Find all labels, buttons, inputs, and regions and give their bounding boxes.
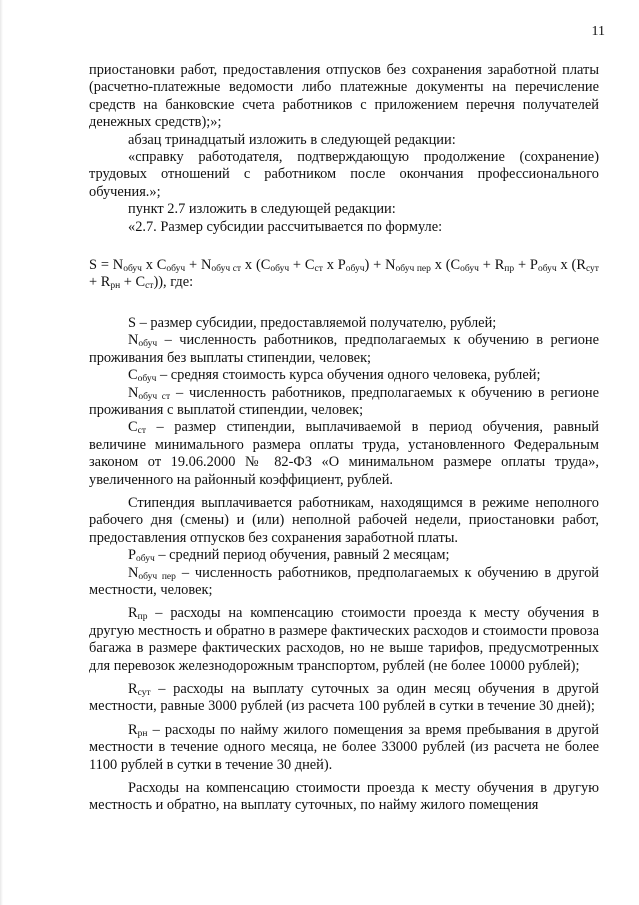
definition-c-st: $C_{ст}$ – размер стипендии, выплачиваемой в период обучения, равный величине минимального размера оплаты труда, установленного Федеральным законом от 19.06.2000 № 82-ФЗ «О минимальном размере оплаты труда», увеличенного на районный коэффициент, рублей. [89,419,599,488]
definition-c-obuch: $C_{обуч}$ – средняя стоимость курса обучения одного человека, рублей; [128,367,541,385]
definition-r-sut: $R_{сут}$ – расходы на выплату суточных за один месяц обучения в другой местности, равные 3000 рублей (из расчета 100 рублей в сутки в течение 30 дней); [89,681,599,715]
paragraph-expenses-note: Расходы на компенсацию стоимости проезда к месту обучения в другую местность и обратно, на выплату суточных, по найму жилого помещения [89,780,599,814]
document-body [89,62,599,815]
subsidy-formula: $S = N_{обуч}$ x $C_{обуч} + N_{обуч ст}$ x ($C_{обуч} + C_{ст}$ x $P_{обуч}) + N_{обуч пер}$ x ($C_{обуч} + R_{пр} + P_{обуч}$ x $(R_{сут} + R_{рн} + C_{ст})$), где: [89,257,599,292]
definition-p-obuch: $P_{обуч}$ – средний период обучения, равный 2 месяцам; [128,547,450,565]
definition-n-obuch-per: $N_{обуч пер}$ – численность работников, предполагаемых к обучению в другой местности, человек; [89,564,599,598]
scan-edge [0,0,3,905]
page-number: 11 [591,24,605,39]
definition-n-obuch: $N_{обуч}$ – численность работников, предполагаемых к обучению в регионе проживания без выплаты стипендии, человек; [89,332,599,366]
paragraph-amendment-13: абзац тринадцатый изложить в следующей редакции: [128,131,456,148]
paragraph-employer-certificate: «справку работодателя, подтверждающую продолжение (сохранение) трудовых отношений с работником после окончания профессионального обучения.»; [89,149,599,200]
paragraph-stipend-note: Стипендия выплачивается работникам, находящимся в режиме неполного рабочего дня (смены) и (или) неполной рабочей недели, приостановки работ, предоставления отпусков без сохранения заработной платы. [89,494,599,546]
paragraph-clause-2-7: пункт 2.7 изложить в следующей редакции: [128,201,396,218]
paragraph-continuation: приостановки работ, предоставления отпусков без сохранения заработной платы (расчетно-платежные ведомости либо платежные документы на перечисление средств на банковские счета работников с приложением перечня получателей денежных средств);»; [89,62,599,131]
definition-r-rn: $R_{рн}$ – расходы по найму жилого помещения за время пребывания в другой местности в течение одного месяца, не более 33000 рублей (из расчета не более 1100 рублей в сутки в течение 30 дней). [89,721,599,773]
definition-s: S – размер субсидии, предоставляемой получателю, рублей; [128,314,497,331]
definition-r-pr: $R_{пр}$ – расходы на компенсацию стоимости проезда к месту обучения в другую местность и обратно в размере фактических расходов и стоимости провоза багажа в размере фактических расходов, но не выше тарифов, предусмотренных для перевозок железнодорожным транспортом, рублей (не более 10000 рублей); [89,605,599,674]
definition-n-obuch-st: $N_{обуч ст}$ – численность работников, предполагаемых к обучению в регионе проживания с выплатой стипендии, человек; [89,384,599,418]
paragraph-subsidy-formula-intro: «2.7. Размер субсидии рассчитывается по формуле: [128,218,443,235]
